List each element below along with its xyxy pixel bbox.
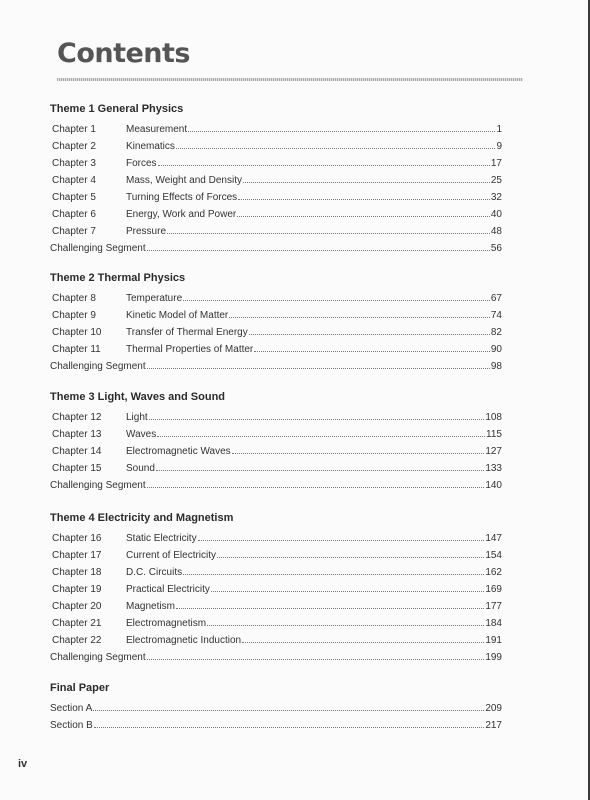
dot-leader <box>237 216 490 217</box>
dot-leader <box>167 233 490 234</box>
toc-entry[interactable] <box>50 527 502 544</box>
dot-leader <box>183 300 490 301</box>
chapter-number: Chapter 4 <box>52 175 96 186</box>
dot-leader <box>242 642 484 643</box>
dot-leader <box>229 317 490 318</box>
page-ref: 48 <box>490 226 502 237</box>
page-ref: 32 <box>490 192 502 203</box>
theme-title: Theme 1 General Physics <box>50 103 184 115</box>
toc-entry[interactable] <box>50 287 502 304</box>
chapter-number: Chapter 3 <box>52 158 96 169</box>
chapter-number: Chapter 8 <box>52 293 96 304</box>
dot-leader <box>211 591 484 592</box>
challenging-segment-entry[interactable] <box>50 355 502 372</box>
page-ref: 56 <box>490 243 502 254</box>
toc-entry[interactable] <box>50 561 502 578</box>
chapter-number: Chapter 11 <box>52 344 101 355</box>
page-ref: 177 <box>485 601 502 612</box>
chapter-title: Temperature <box>126 293 183 304</box>
dot-leader <box>183 574 484 575</box>
section-title: Section A <box>50 703 93 714</box>
page-ref: 108 <box>485 412 502 423</box>
chapter-title: D.C. Circuits <box>126 567 183 578</box>
toc-entry[interactable] <box>50 203 502 220</box>
toc-entry[interactable] <box>50 578 502 595</box>
toc-entry[interactable] <box>50 440 502 457</box>
chapter-title: Forces <box>126 158 157 169</box>
chapter-number: Chapter 17 <box>52 550 102 561</box>
page-ref: 90 <box>490 344 502 355</box>
chapter-title: Electromagnetic Induction <box>126 635 242 646</box>
chapter-title: Pressure <box>126 226 167 237</box>
chapter-number: Chapter 1 <box>52 124 96 135</box>
segment-title: Challenging Segment <box>50 243 146 254</box>
dot-leader <box>156 470 484 471</box>
challenging-segment-entry[interactable] <box>50 646 502 663</box>
chapter-title: Electromagnetism <box>126 618 207 629</box>
chapter-title: Kinematics <box>126 141 175 152</box>
chapter-number: Chapter 13 <box>52 429 102 440</box>
page-ref: 115 <box>486 429 502 440</box>
theme-title: Theme 2 Thermal Physics <box>50 272 186 284</box>
theme-section <box>50 101 502 254</box>
toc-entry[interactable] <box>50 457 502 474</box>
page-ref: 9 <box>496 141 502 152</box>
page-title: Contents <box>57 38 191 69</box>
toc-entry[interactable] <box>50 612 502 629</box>
dot-leader <box>238 199 490 200</box>
page-ref: 191 <box>485 635 502 646</box>
page-ref: 82 <box>490 327 502 338</box>
page-ref: 169 <box>485 584 502 595</box>
page-ref: 25 <box>490 175 502 186</box>
theme-title: Theme 4 Electricity and Magnetism <box>50 512 234 524</box>
dot-leader <box>176 608 484 609</box>
chapter-number: Chapter 18 <box>52 567 102 578</box>
segment-title: Challenging Segment <box>50 652 146 663</box>
page-ref: 140 <box>485 480 502 491</box>
final-paper-title: Final Paper <box>50 682 110 694</box>
page-ref: 67 <box>490 293 502 304</box>
chapter-number: Chapter 2 <box>52 141 96 152</box>
theme-section <box>50 270 502 372</box>
page-ref: 40 <box>490 209 502 220</box>
dot-leader <box>254 351 490 352</box>
final-paper-section <box>50 680 502 731</box>
challenging-segment-entry[interactable] <box>50 474 502 491</box>
dot-leader <box>207 625 484 626</box>
page-ref: 184 <box>485 618 502 629</box>
theme-title: Theme 3 Light, Waves and Sound <box>50 391 226 403</box>
chapter-number: Chapter 6 <box>52 209 96 220</box>
chapter-title: Thermal Properties of Matter <box>126 344 254 355</box>
dot-leader <box>243 182 490 183</box>
theme-section <box>50 389 502 491</box>
toc-entry[interactable] <box>50 186 502 203</box>
page-ref: 209 <box>485 703 502 714</box>
dot-leader <box>249 334 490 335</box>
dot-leader <box>147 659 485 660</box>
chapter-title: Turning Effects of Forces <box>126 192 238 203</box>
toc-entry[interactable] <box>50 321 502 338</box>
dot-leader <box>158 165 490 166</box>
chapter-title: Magnetism <box>126 601 175 612</box>
page-ref: 147 <box>485 533 502 544</box>
dot-leader <box>198 540 485 541</box>
toc-entry[interactable] <box>50 629 502 646</box>
dot-leader <box>188 131 495 132</box>
dot-leader <box>94 727 485 728</box>
toc-entry[interactable] <box>50 406 502 423</box>
section-title: Section B <box>50 720 93 731</box>
chapter-number: Chapter 12 <box>52 412 102 423</box>
theme-section <box>50 510 502 663</box>
toc-entry[interactable] <box>50 714 502 731</box>
chapter-title: Mass, Weight and Density <box>126 175 242 186</box>
toc-entry[interactable] <box>50 423 502 440</box>
page-ref: 74 <box>490 310 502 321</box>
dot-leader <box>147 368 490 369</box>
chapter-number: Chapter 21 <box>52 618 102 629</box>
dot-leader <box>232 453 485 454</box>
toc-entry[interactable] <box>50 544 502 561</box>
page-number: iv <box>18 758 28 770</box>
toc-entry[interactable] <box>50 118 502 135</box>
toc-entry[interactable] <box>50 595 502 612</box>
chapter-title: Practical Electricity <box>126 584 210 595</box>
dot-leader <box>93 710 484 711</box>
dot-leader <box>149 419 485 420</box>
segment-title: Challenging Segment <box>50 361 146 372</box>
chapter-title: Energy, Work and Power <box>126 209 237 220</box>
chapter-title: Transfer of Thermal Energy <box>126 327 248 338</box>
dot-leader <box>217 557 484 558</box>
chapter-number: Chapter 7 <box>52 226 96 237</box>
chapter-title: Measurement <box>126 124 188 135</box>
chapter-title: Static Electricity <box>126 533 197 544</box>
chapter-number: Chapter 10 <box>52 327 102 338</box>
toc-entry[interactable] <box>50 220 502 237</box>
toc-entry[interactable] <box>50 338 502 355</box>
dot-leader <box>147 250 490 251</box>
page-ref: 217 <box>485 720 502 731</box>
page-ref: 127 <box>485 446 502 457</box>
page-ref: 199 <box>485 652 502 663</box>
toc-entry[interactable] <box>50 304 502 321</box>
chapter-number: Chapter 14 <box>52 446 102 457</box>
chapter-title: Sound <box>126 463 155 474</box>
page-ref: 133 <box>485 463 502 474</box>
page-ref: 154 <box>485 550 502 561</box>
toc-entry[interactable] <box>50 169 502 186</box>
chapter-number: Chapter 22 <box>52 635 102 646</box>
chapter-number: Chapter 9 <box>52 310 96 321</box>
page-ref: 17 <box>490 158 502 169</box>
page-ref: 1 <box>496 124 502 135</box>
chapter-number: Chapter 19 <box>52 584 102 595</box>
chapter-number: Chapter 15 <box>52 463 102 474</box>
dot-leader <box>176 148 496 149</box>
page-ref: 162 <box>485 567 502 578</box>
chapter-title: Electromagnetic Waves <box>126 446 231 457</box>
dot-leader <box>157 436 485 437</box>
chapter-number: Chapter 20 <box>52 601 102 612</box>
chapter-title: Current of Electricity <box>126 550 217 561</box>
chapter-title: Kinetic Model of Matter <box>126 310 229 321</box>
dot-leader <box>147 487 485 488</box>
toc-entry[interactable] <box>50 697 502 714</box>
title-divider <box>57 78 523 81</box>
chapter-title: Light <box>126 412 148 423</box>
toc-entry[interactable] <box>50 152 502 169</box>
segment-title: Challenging Segment <box>50 480 146 491</box>
page-ref: 98 <box>490 361 502 372</box>
chapter-number: Chapter 16 <box>52 533 102 544</box>
chapter-number: Chapter 5 <box>52 192 96 203</box>
chapter-title: Waves <box>126 429 157 440</box>
toc-entry[interactable] <box>50 135 502 152</box>
challenging-segment-entry[interactable] <box>50 237 502 254</box>
